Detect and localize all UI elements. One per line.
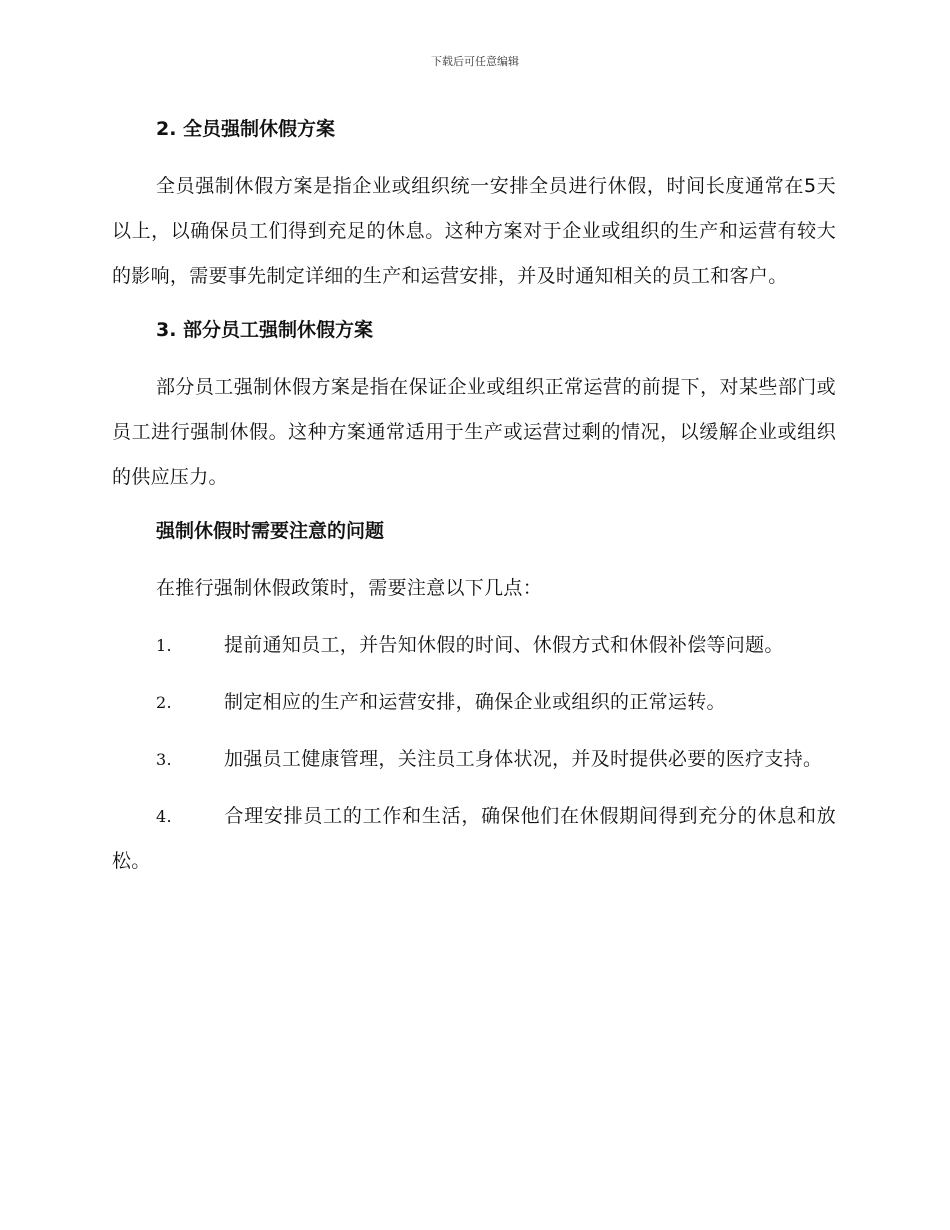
list-item-text: 加强员工健康管理，关注员工身体状况，并及时提供必要的医疗支持。 [224,748,823,770]
list-item [112,680,836,725]
list-item-number: 4. [156,807,172,826]
list-item-text: 合理安排员工的工作和生活，确保他们在休假期间得到充分的休息和放松。 [112,805,836,872]
list-item-number: 2. [156,693,172,712]
page-header-note: 下载后可任意编辑 [431,55,519,68]
list-item [112,794,836,884]
section-2-body: 全员强制休假方案是指企业或组织统一安排全员进行休假，时间长度通常在5天以上，以确保员工们得到充足的休息。这种方案对于企业或组织的生产和运营有较大的影响，需要事先制定详细的生产和运营安排，并及时通知相关的员工和客户。 [112,175,836,287]
list-item-text: 制定相应的生产和运营安排，确保企业或组织的正常运转。 [224,691,726,713]
notes-heading: 强制休假时需要注意的问题 [156,520,385,542]
list-item [112,737,836,782]
section-3-heading: 3. 部分员工强制休假方案 [156,319,374,341]
section-2-heading: 2. 全员强制休假方案 [156,118,336,140]
notes-intro: 在推行强制休假政策时，需要注意以下几点： [156,577,543,599]
list-item-text: 提前通知员工，并告知休假的时间、休假方式和休假补偿等问题。 [224,634,784,656]
section-3-body: 部分员工强制休假方案是指在保证企业或组织正常运营的前提下，对某些部门或员工进行强制休假。这种方案通常适用于生产或运营过剩的情况，以缓解企业或组织的供应压力。 [112,376,836,488]
list-item-number: 3. [156,750,172,769]
list-item-number: 1. [156,636,172,655]
list-item [112,623,836,668]
document-content [112,110,836,896]
